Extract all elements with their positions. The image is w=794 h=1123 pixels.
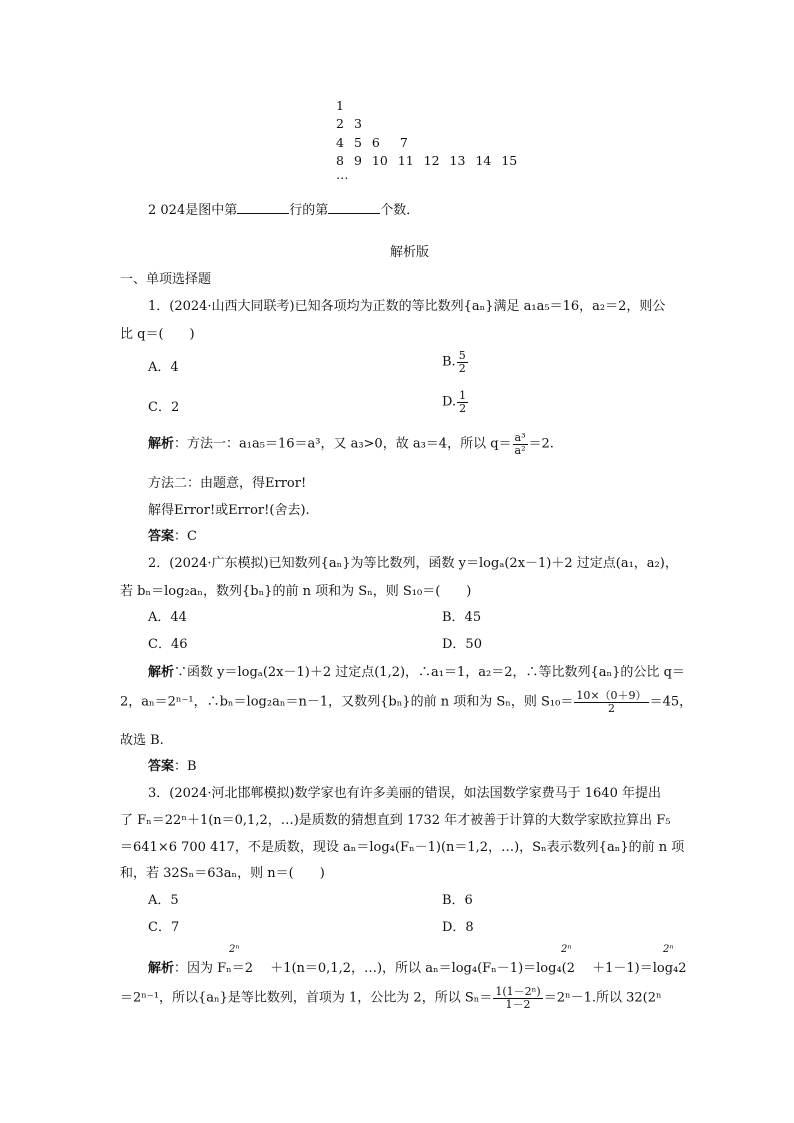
triangle-cell: 14 bbox=[475, 153, 492, 168]
fraction-numerator: 1 bbox=[459, 389, 467, 402]
q1-option-c: C．2 bbox=[148, 400, 180, 415]
triangle-row-2 bbox=[336, 116, 368, 131]
q2-option-b: B．45 bbox=[442, 610, 482, 625]
q2-line-2: 若 bₙ＝log₂aₙ，数列{bₙ}的前 n 项和为 Sₙ，则 S₁₀＝( ) bbox=[120, 584, 472, 599]
question-line bbox=[148, 200, 419, 219]
q2-solution-2 bbox=[120, 690, 692, 714]
q1-answer bbox=[148, 529, 197, 545]
q1-option-b bbox=[442, 350, 469, 374]
q1-solution-2: 方法二：由题意，得Error! bbox=[148, 476, 307, 491]
triangle-row-5 bbox=[336, 167, 355, 182]
q2-option-c: C．46 bbox=[148, 637, 188, 652]
answer-blank-position[interactable] bbox=[328, 200, 380, 214]
solution-label: 解析 bbox=[148, 436, 175, 452]
option-label: D. bbox=[442, 394, 457, 410]
triangle-cell: 12 bbox=[423, 153, 440, 168]
q1-line-1: 1．(2024·山西大同联考)已知各项均为正数的等比数列{aₙ}满足 a₁a₅＝16，a₂＝2，则公 bbox=[148, 299, 666, 314]
question-mid: 行的第 bbox=[289, 203, 329, 218]
triangle-row-4 bbox=[336, 153, 523, 168]
solution-label: 解析 bbox=[148, 665, 175, 680]
q1-option-a: A．4 bbox=[148, 360, 179, 375]
q3-line-4: 和，若 32Sₙ＝63aₙ，则 n＝( ) bbox=[120, 866, 325, 881]
fraction-denominator: 2 bbox=[459, 401, 467, 415]
q2-option-a: A．44 bbox=[148, 610, 187, 625]
fraction-denominator: 1－2 bbox=[505, 997, 531, 1011]
answer-label: 答案 bbox=[148, 759, 175, 774]
section-heading: 一、单项选择题 bbox=[120, 272, 212, 287]
answer-blank-row[interactable] bbox=[237, 200, 289, 214]
exponent-label: 2ⁿ bbox=[561, 944, 572, 955]
q2-answer bbox=[148, 759, 197, 775]
q1-solution-3: 解得Error!或Error!(舍去). bbox=[148, 503, 310, 518]
fraction bbox=[457, 350, 468, 374]
triangle-cell: 11 bbox=[397, 153, 414, 168]
triangle-cell: … bbox=[336, 167, 349, 182]
fraction bbox=[493, 986, 542, 1010]
solution-tail: ＝45， bbox=[649, 694, 693, 710]
answer-value: ：C bbox=[174, 529, 197, 544]
triangle-cell: 9 bbox=[353, 153, 362, 168]
fraction bbox=[457, 390, 468, 414]
solution-label: 解析 bbox=[148, 961, 175, 976]
question-suffix: 个数． bbox=[380, 203, 420, 218]
triangle-cell: 4 bbox=[336, 135, 344, 150]
q3-option-c: C．7 bbox=[148, 920, 180, 935]
q3-line-3: ＝641×6 700 417，不是质数，现设 aₙ＝log₄(Fₙ－1)(n＝1,2，…)，Sₙ表示数列{aₙ}的前 n 项 bbox=[120, 840, 685, 855]
q3-line-1: 3．(2024·河北邯郸模拟)数学家也有许多美丽的错误，如法国数学家费马于 1640 年提出 bbox=[148, 786, 661, 801]
section-title: 解析版 bbox=[390, 245, 430, 260]
exponent-label: 2ⁿ bbox=[229, 944, 240, 955]
fraction-numerator: 1(1－2ⁿ) bbox=[495, 985, 541, 998]
q3-option-d: D．8 bbox=[442, 920, 474, 935]
q3-solution-2 bbox=[120, 986, 662, 1010]
fraction-numerator: 10×（0＋9） bbox=[576, 689, 647, 702]
triangle-cell: 7 bbox=[399, 135, 408, 150]
q3-option-b: B．6 bbox=[442, 893, 473, 908]
exponent-label: 2ⁿ bbox=[663, 944, 674, 955]
triangle-cell: 6 bbox=[371, 135, 380, 150]
fraction bbox=[574, 690, 648, 714]
solution-text: ：方法一：a₁a₅＝16＝a³，又 a₃>0，故 a₃＝4，所以 q＝ bbox=[174, 436, 512, 452]
q3-option-a: A．5 bbox=[148, 893, 179, 908]
triangle-row-3 bbox=[336, 135, 414, 150]
q2-line-1: 2．(2024·广东模拟)已知数列{aₙ}为等比数列，函数 y＝logₐ(2x－1)＋2 过定点(a₁，a₂)， bbox=[148, 556, 678, 571]
solution-text: ：因为 Fₙ＝2 ＋1(n＝0,1,2，…)，所以 aₙ＝log₄(Fₙ－1)＝log₄(2 ＋1－1)＝log₄2 bbox=[174, 961, 687, 976]
triangle-cell: 3 bbox=[353, 116, 362, 131]
answer-value: ：B bbox=[174, 759, 197, 774]
solution-text: ∵函数 y＝logₐ(2x－1)＋2 过定点(1,2)，∴a₁＝1，a₂＝2，∴等比数列{aₙ}的公比 q＝ bbox=[174, 665, 685, 680]
q3-line-2: 了 Fₙ＝22ⁿ＋1(n＝0,1,2，…)是质数的猜想直到 1732 年才被善于计算的大数学家欧拉算出 F₅ bbox=[120, 813, 671, 828]
q1-line-2: 比 q＝( ) bbox=[120, 327, 195, 342]
q2-option-d: D．50 bbox=[442, 637, 482, 652]
q2-solution-3: 故选 B. bbox=[120, 733, 164, 748]
triangle-cell: 5 bbox=[353, 135, 362, 150]
option-label: B. bbox=[442, 354, 456, 370]
number-triangle bbox=[330, 94, 518, 184]
solution-text: 2，aₙ＝2ⁿ⁻¹，∴bₙ＝log₂aₙ＝n－1，又数列{bₙ}的前 n 项和为 Sₙ，则 S₁₀＝ bbox=[120, 694, 574, 710]
solution-tail: ＝2ⁿ－1.所以 32(2ⁿ bbox=[543, 990, 662, 1006]
fraction-denominator: a² bbox=[514, 443, 526, 457]
triangle-cell: 15 bbox=[501, 153, 518, 168]
fraction bbox=[513, 432, 528, 456]
triangle-row-1 bbox=[336, 98, 350, 113]
answer-label: 答案 bbox=[148, 529, 175, 544]
triangle-cell: 8 bbox=[336, 153, 344, 168]
fraction-numerator: 5 bbox=[458, 349, 466, 362]
solution-text: ＝2ⁿ⁻¹，所以{aₙ}是等比数列，首项为 1，公比为 2，所以 Sₙ＝ bbox=[120, 990, 493, 1006]
fraction-denominator: 2 bbox=[607, 701, 615, 715]
q3-solution-1 bbox=[148, 961, 687, 977]
q1-option-d bbox=[442, 390, 469, 414]
fraction-denominator: 2 bbox=[458, 361, 466, 375]
q1-solution-1 bbox=[148, 432, 554, 456]
triangle-cell: 2 bbox=[336, 116, 344, 131]
triangle-cell: 10 bbox=[371, 153, 388, 168]
triangle-cell: 1 bbox=[336, 98, 344, 113]
q2-solution-1 bbox=[148, 665, 685, 681]
triangle-cell: 13 bbox=[449, 153, 466, 168]
fraction-numerator: a³ bbox=[514, 431, 526, 444]
solution-tail: ＝2. bbox=[528, 436, 554, 452]
question-prefix: 2 024是图中第 bbox=[148, 203, 238, 218]
